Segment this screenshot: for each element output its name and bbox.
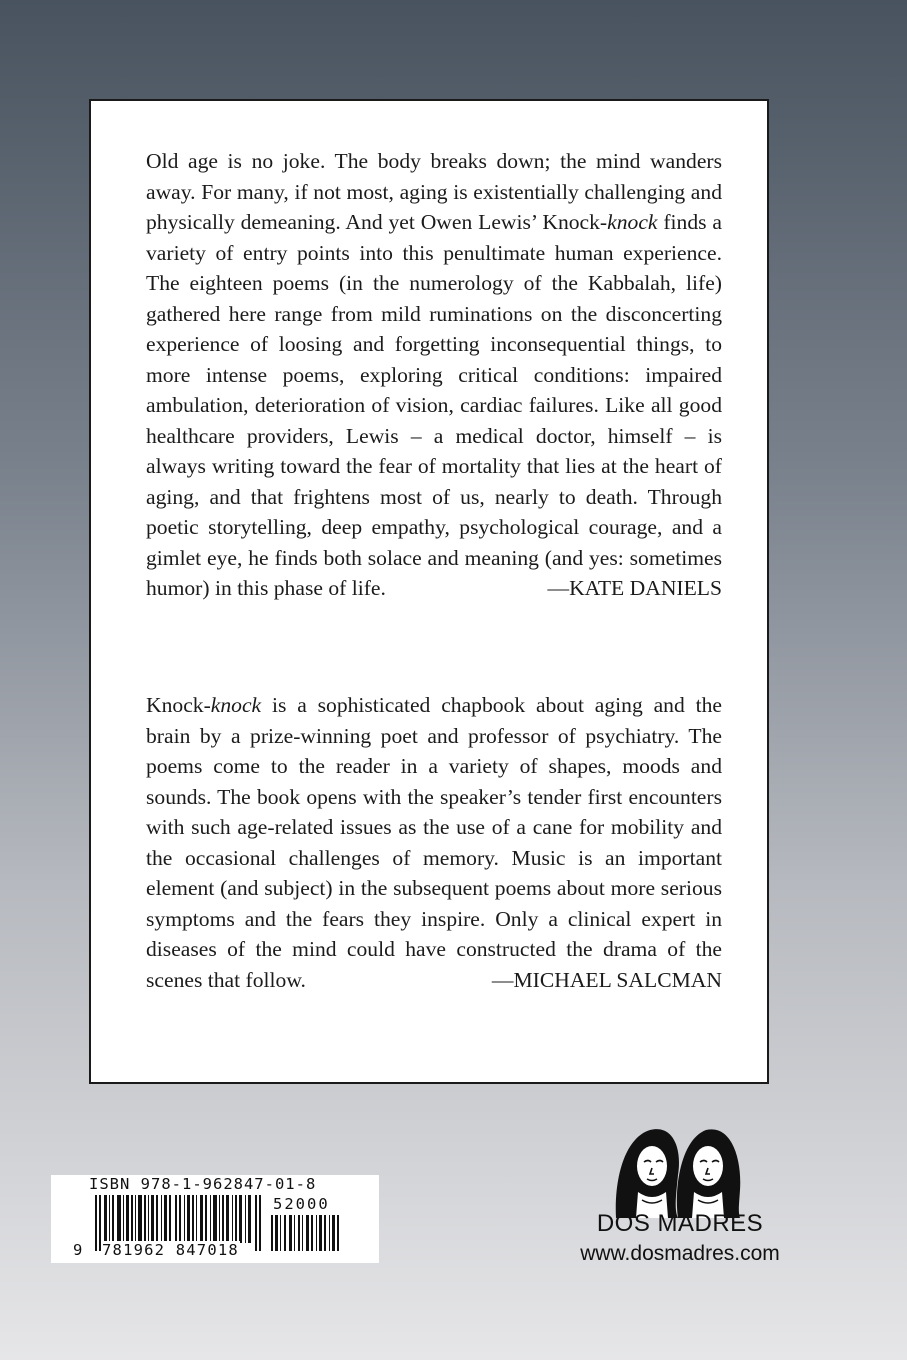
price-addon-bars — [271, 1215, 343, 1251]
blurb-michael-salcman — [146, 690, 722, 995]
blurb-lead: Old age is no joke. The body breaks down; the mind wanders away. For many, if not most, aging is existentially challenging and physically demeaning. And yet Owen Lewis’ Knock- — [146, 149, 722, 234]
blurb-kate-daniels — [146, 146, 722, 604]
price-code: 52000 — [273, 1195, 330, 1213]
isbn-label: ISBN 978-1-962847-01-8 — [89, 1175, 317, 1193]
ean-lead-digit: 9 — [73, 1241, 83, 1259]
blurb-text: finds a variety of entry points into this penultimate human experience. The eighteen poems (in the numerology of the Kabbalah, life) gathered here range from mild ruminations on the disconcerting experience of loosing and forgetting inconsequential things, to more intense poems, exploring critical conditions: impaired ambulation, deterioration of vision, cardiac failures. Like all good healthcare providers, Lewis – a medical doctor, himself – is always writing toward the fear of mortality that lies at the heart of aging, and that frightens most of us, nearly to death. Through poetic storytelling, deep empathy, psychological courage, and a gimlet eye, he finds both solace and meaning (and yes: sometimes humor) in this phase of life. — [146, 210, 722, 600]
isbn-barcode — [51, 1175, 379, 1263]
two-madonnas-logo-icon — [608, 1120, 748, 1220]
blurb-lead-italic: knock — [607, 210, 658, 234]
blurb-panel — [89, 99, 769, 1084]
publisher-website[interactable]: www.dosmadres.com — [580, 1242, 780, 1265]
blurb-attribution: —KATE DANIELS — [547, 576, 722, 600]
blurb-text: is a sophisticated chapbook about aging and the brain by a prize-winning poet and professor of psychiatry. The poems come to the reader in a variety of shapes, moods and sounds. The book opens with the speaker’s tender first encounters with such age-related issues as the use of a cane for mobility and the occasional challenges of memory. Music is an important element (and subject) in the subsequent poems about more serious symptoms and the fears they inspire. Only a clinical expert in diseases of the mind could have constructed the drama of the scenes that follow. — [146, 693, 722, 992]
blurb-lead-italic: knock — [210, 693, 262, 717]
publisher-name: DOS MADRES — [596, 1210, 764, 1237]
ean-digits: 781962 847018 — [102, 1241, 239, 1259]
blurb-attribution: —MICHAEL SALCMAN — [491, 967, 722, 992]
blurb-lead: Knock- — [146, 693, 211, 717]
